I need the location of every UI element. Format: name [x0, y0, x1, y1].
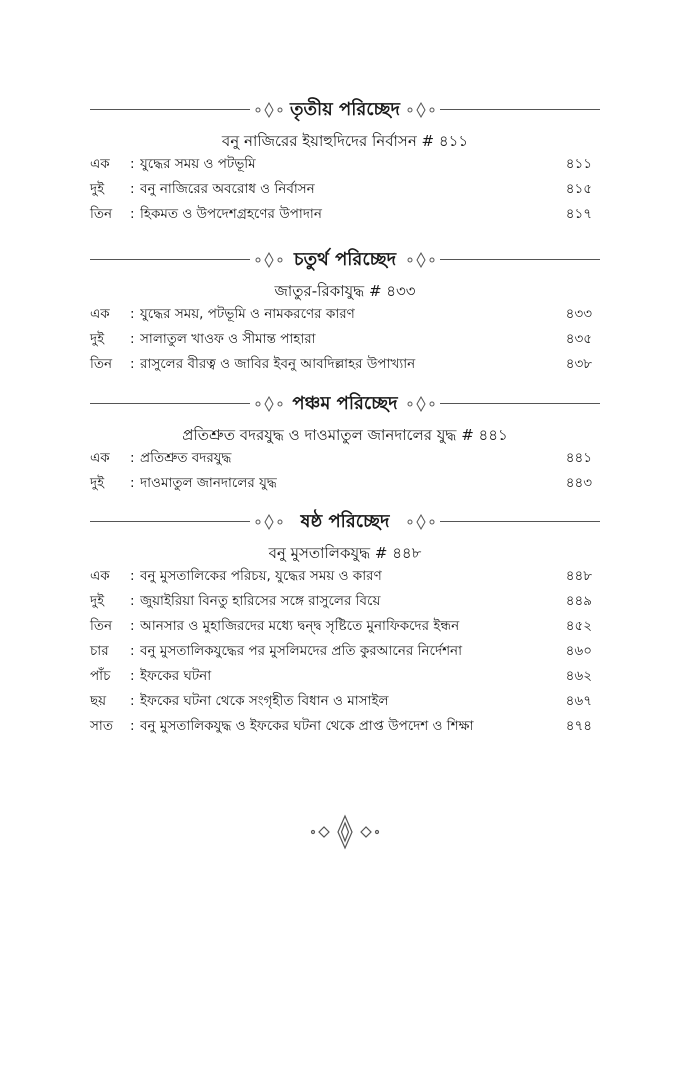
- chapter-title: তৃতীয় পরিচ্ছেদ: [289, 99, 401, 120]
- entry-colon: :: [130, 306, 135, 322]
- chapter-section-6: [90, 508, 600, 739]
- chapter-divider: [90, 390, 600, 418]
- chapter-section-4: [90, 246, 600, 377]
- entry-title: ইফকের ঘটনা: [140, 668, 212, 684]
- entry-title: বনু মুসতালিকের পরিচয়, যুদ্ধের সময় ও কারণ: [140, 568, 382, 584]
- entry-colon: :: [130, 718, 135, 734]
- toc-entry[interactable]: [90, 152, 600, 177]
- entry-colon: :: [130, 356, 135, 372]
- entry-number: তিন: [90, 206, 113, 222]
- entry-title: বনু নাজিরের অবরোধ ও নির্বাসন: [140, 181, 315, 197]
- entry-colon: :: [130, 475, 135, 491]
- entry-colon: :: [130, 206, 135, 222]
- chapter-divider: [90, 508, 600, 536]
- entry-title: বনু মুসতালিকযুদ্ধ ও ইফকের ঘটনা থেকে প্রাপ্ত উপদেশ ও শিক্ষা: [140, 718, 474, 734]
- entry-number: পাঁচ: [90, 668, 111, 684]
- toc-entry[interactable]: [90, 327, 600, 352]
- entry-colon: :: [130, 568, 135, 584]
- entry-colon: :: [130, 693, 135, 709]
- entry-page: ৪৭৪: [565, 718, 592, 734]
- chapter-divider: [90, 96, 600, 124]
- entry-title: প্রতিশ্রুত বদরযুদ্ধ: [140, 450, 232, 466]
- entry-colon: :: [130, 181, 135, 197]
- entry-title: আনসার ও মুহাজিরদের মধ্যে দ্বন্দ্ব সৃষ্টিতে মুনাফিকদের ইন্ধন: [140, 618, 460, 634]
- toc-entry[interactable]: [90, 714, 600, 739]
- entry-title: জুয়াইরিয়া বিনতু হারিসের সঙ্গে রাসুলের বিয়ে: [140, 593, 381, 609]
- entry-colon: :: [130, 643, 135, 659]
- entry-number: চার: [90, 643, 109, 659]
- entry-page: ৪১৭: [565, 206, 592, 222]
- entry-page: ৪৪৯: [565, 593, 592, 609]
- entry-number: এক: [90, 568, 110, 584]
- entry-page: ৪৪৩: [565, 475, 592, 491]
- entry-colon: :: [130, 156, 135, 172]
- chapter-title: পঞ্চম পরিচ্ছেদ: [292, 393, 398, 414]
- toc-entry[interactable]: [90, 446, 600, 471]
- entry-number: এক: [90, 306, 110, 322]
- entry-page: ৪৬৭: [565, 693, 592, 709]
- entry-number: সাত: [90, 718, 113, 734]
- entry-colon: :: [130, 668, 135, 684]
- entry-title: ইফকের ঘটনা থেকে সংগৃহীত বিধান ও মাসাইল: [140, 693, 389, 709]
- entry-page: ৪৬০: [565, 643, 592, 659]
- entry-colon: :: [130, 331, 135, 347]
- entry-page: ৪১১: [565, 156, 592, 172]
- chapter-title: চতুর্থ পরিচ্ছেদ: [293, 249, 397, 270]
- chapter-subtitle: বনু নাজিরের ইয়াহুদিদের নির্বাসন # ৪১১: [221, 132, 469, 150]
- entry-page: ৪৪১: [565, 450, 592, 466]
- entry-number: দুই: [90, 593, 105, 609]
- entry-number: দুই: [90, 181, 105, 197]
- toc-entry[interactable]: [90, 177, 600, 202]
- entry-page: ৪৩৮: [565, 356, 592, 372]
- toc-entry[interactable]: [90, 471, 600, 496]
- entry-title: যুদ্ধের সময় ও পটভূমি: [140, 156, 256, 172]
- chapter-subtitle: বনু মুসতালিকযুদ্ধ # ৪৪৮: [268, 544, 422, 562]
- toc-entry[interactable]: [90, 352, 600, 377]
- entry-number: দুই: [90, 331, 105, 347]
- toc-entry[interactable]: [90, 564, 600, 589]
- chapter-subtitle: জাতুর-রিকাযুদ্ধ # ৪৩৩: [274, 282, 416, 300]
- entry-number: তিন: [90, 356, 113, 372]
- entry-page: ৪৪৮: [565, 568, 592, 584]
- entry-title: হিকমত ও উপদেশগ্রহণের উপাদান: [140, 206, 322, 222]
- toc-entry[interactable]: [90, 614, 600, 639]
- toc-entry[interactable]: [90, 302, 600, 327]
- footer-ornament-icon: [305, 812, 385, 852]
- chapter-subtitle: প্রতিশ্রুত বদরযুদ্ধ ও দাওমাতুল জানদালের যুদ্ধ # ৪৪১: [182, 426, 508, 444]
- entry-number: এক: [90, 156, 110, 172]
- chapter-title: ষষ্ঠ পরিচ্ছেদ: [300, 511, 390, 532]
- entry-title: বনু মুসতালিকযুদ্ধের পর মুসলিমদের প্রতি কুরআনের নির্দেশনা: [140, 643, 463, 659]
- entry-number: তিন: [90, 618, 113, 634]
- entry-colon: :: [130, 618, 135, 634]
- entry-title: রাসুলের বীরত্ব ও জাবির ইবনু আবদিল্লাহর উপাখ্যান: [140, 356, 416, 372]
- entry-page: ৪১৫: [565, 181, 592, 197]
- toc-entry[interactable]: [90, 202, 600, 227]
- entry-number: ছয়: [90, 693, 107, 709]
- entry-page: ৪৩৫: [565, 331, 592, 347]
- chapter-section-5: [90, 390, 600, 496]
- entry-colon: :: [130, 593, 135, 609]
- entry-number: এক: [90, 450, 110, 466]
- toc-entry[interactable]: [90, 589, 600, 614]
- entry-colon: :: [130, 450, 135, 466]
- entry-page: ৪৬২: [565, 668, 592, 684]
- entry-title: সালাতুল খাওফ ও সীমান্ত পাহারা: [140, 331, 316, 347]
- entry-title: যুদ্ধের সময়, পটভূমি ও নামকরণের কারণ: [140, 306, 355, 322]
- entry-number: দুই: [90, 475, 105, 491]
- entry-page: ৪৩৩: [565, 306, 592, 322]
- entry-title: দাওমাতুল জানদালের যুদ্ধ: [140, 475, 277, 491]
- toc-entry[interactable]: [90, 639, 600, 664]
- chapter-section-3: [90, 96, 600, 227]
- toc-entry[interactable]: [90, 689, 600, 714]
- chapter-divider: [90, 246, 600, 274]
- toc-entry[interactable]: [90, 664, 600, 689]
- entry-page: ৪৫২: [565, 618, 592, 634]
